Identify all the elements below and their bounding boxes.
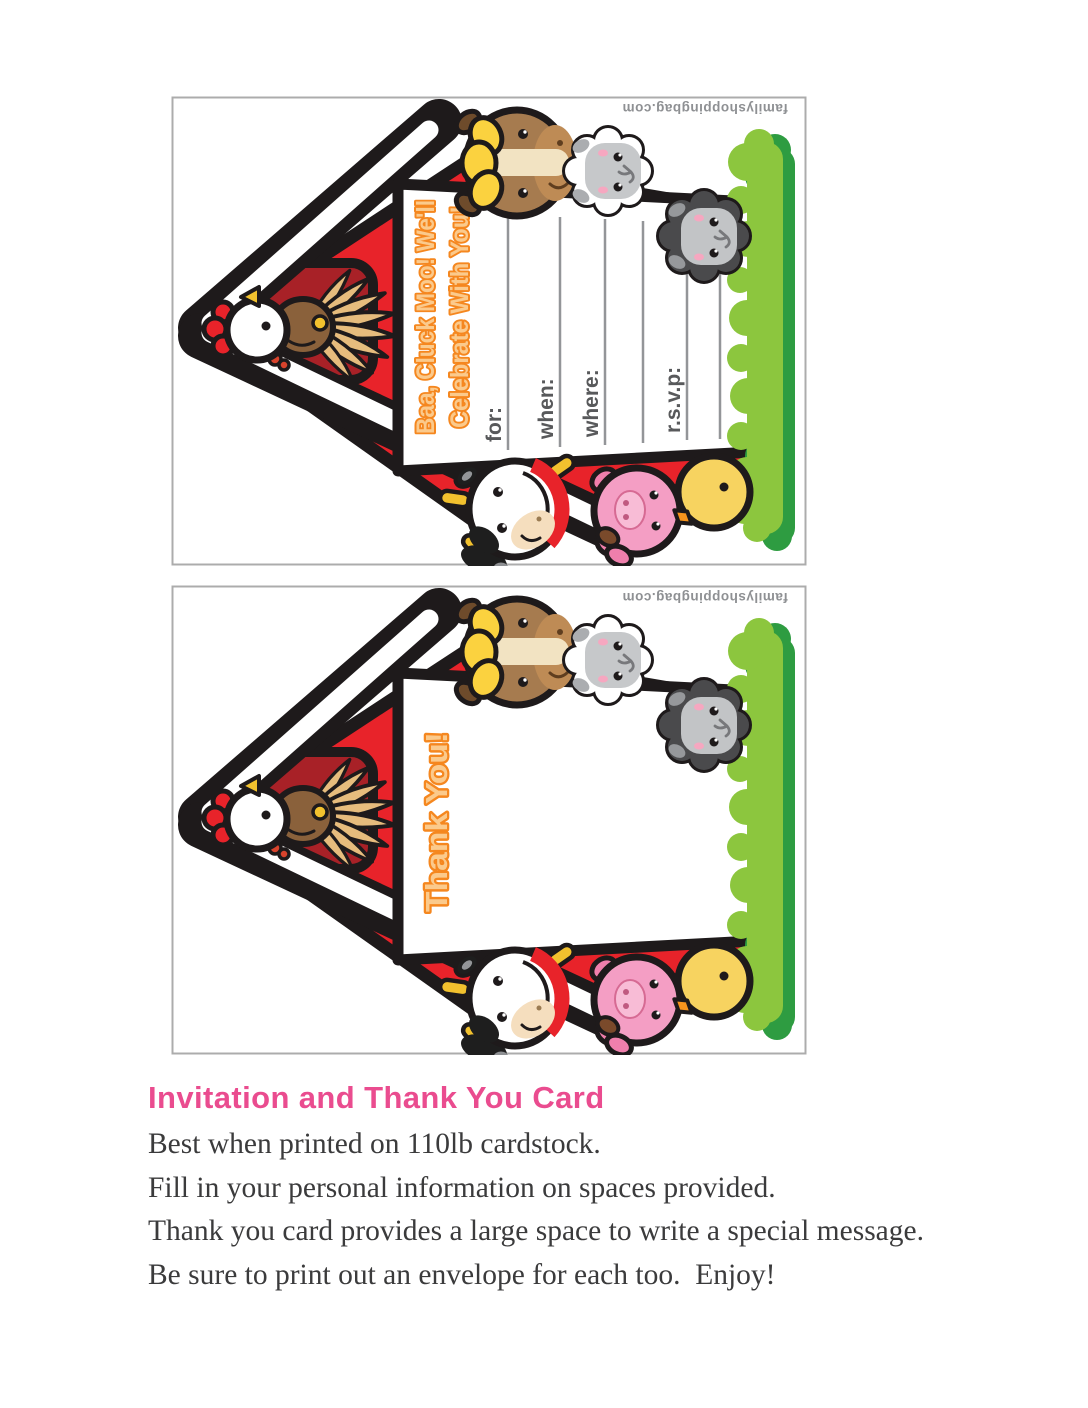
invitation-title-line1: Baa, Cluck Moo! We'll xyxy=(412,175,440,434)
field-label-when: when: xyxy=(535,378,558,439)
instructions xyxy=(148,1080,1058,1297)
thank-you-title: Thank You! xyxy=(419,746,454,912)
instruction-line: Thank you card provides a large space to write a special message. xyxy=(148,1215,924,1247)
invitation-title-line2: Celebrate With You! xyxy=(446,193,474,428)
instruction-line: Best when printed on 110lb cardstock. xyxy=(148,1128,601,1160)
field-label-where: where: xyxy=(580,369,603,437)
field-label-rsvp: r.s.v.p: xyxy=(662,366,685,433)
field-label-for: for: xyxy=(483,407,506,442)
invitation-card xyxy=(171,96,807,566)
instruction-line: Fill in your personal information on spaces provided. xyxy=(148,1171,776,1204)
thank-you-card xyxy=(171,585,807,1055)
instruction-line: Be sure to print out an envelope for each too. Enjoy! xyxy=(148,1258,776,1291)
instructions-heading: Invitation and Thank You Card xyxy=(148,1080,605,1115)
